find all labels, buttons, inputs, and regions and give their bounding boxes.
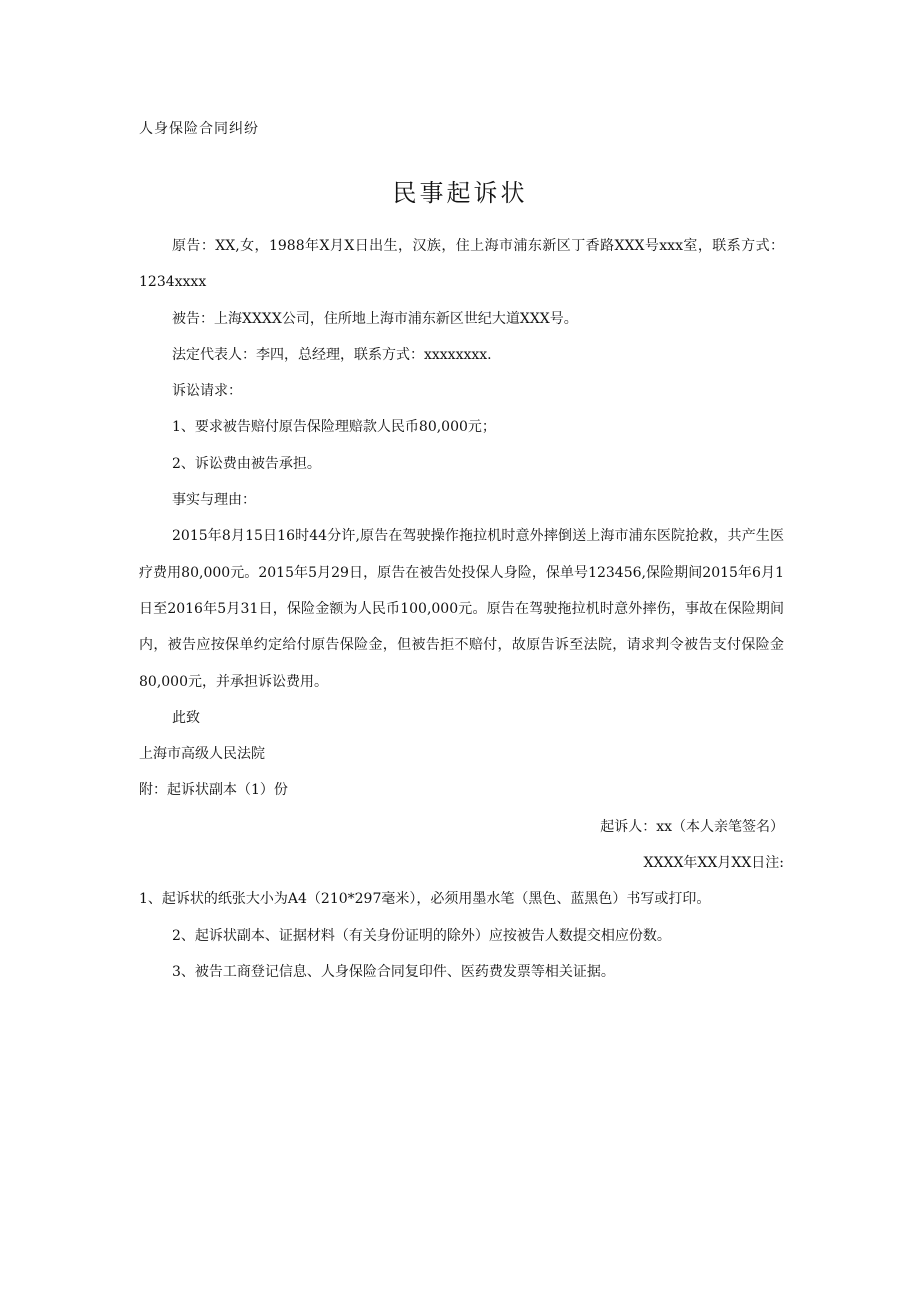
claim-item: 2、诉讼费由被告承担。 — [172, 455, 321, 472]
court-name: 上海市高级人民法院 — [139, 746, 265, 763]
claims-heading: 诉讼请求： — [172, 383, 242, 400]
note-item: 3、被告工商登记信息、人身保险合同复印件、医药费发票等相关证据。 — [172, 963, 615, 980]
facts-heading: 事实与理由： — [172, 492, 256, 509]
case-type-label: 人身保险合同纠纷 — [139, 121, 259, 137]
document-body — [139, 228, 784, 990]
legal-representative-info: 法定代表人：李四，总经理，联系方式：xxxxxxxx. — [172, 346, 492, 363]
defendant-info: 被告：上海XXXX公司，住所地上海市浦东新区世纪大道XXX号。 — [172, 310, 578, 327]
note-item: 2、起诉状副本、证据材料（有关身份证明的除外）应按被告人数提交相应份数。 — [172, 927, 671, 944]
document-title: 民事起诉状 — [392, 179, 528, 208]
signer-line: 起诉人：xx（本人亲笔签名） — [600, 818, 784, 835]
salutation: 此致 — [172, 709, 200, 726]
attachment-note: 附：起诉状副本（1）份 — [139, 782, 288, 799]
facts-text: 2015年8月15日16时44分许,原告在驾驶操作拖拉机时意外摔倒送上海市浦东医院抢救，共产生医疗费用80,000元。2015年5月29日，原告在被告处投保人身险，保单号123456,保险期间2015年6月1日至2016年5月31日，保险金额为人民币100,000元。原告在驾驶拖拉机时意外摔伤，事故在保险期间内，被告应按保单约定给付原告保险金，但被告拒不赔付，故原告诉至法院，请求判令被告支付保险金80,000元，并承担诉讼费用。 — [139, 528, 784, 690]
plaintiff-info: 原告：XX,女，1988年X月X日出生，汉族，住上海市浦东新区丁香路XXX号xxx室，联系方式：1234xxxx — [139, 238, 784, 291]
note-item: 1、起诉状的纸张大小为A4（210*297毫米），必须用墨水笔（黑色、蓝黑色）书写或打印。 — [139, 891, 711, 908]
claim-item: 1、要求被告赔付原告保险理赔款人民币80,000元； — [172, 419, 496, 436]
date-line: XXXX年XX月XX日注: — [643, 855, 784, 872]
